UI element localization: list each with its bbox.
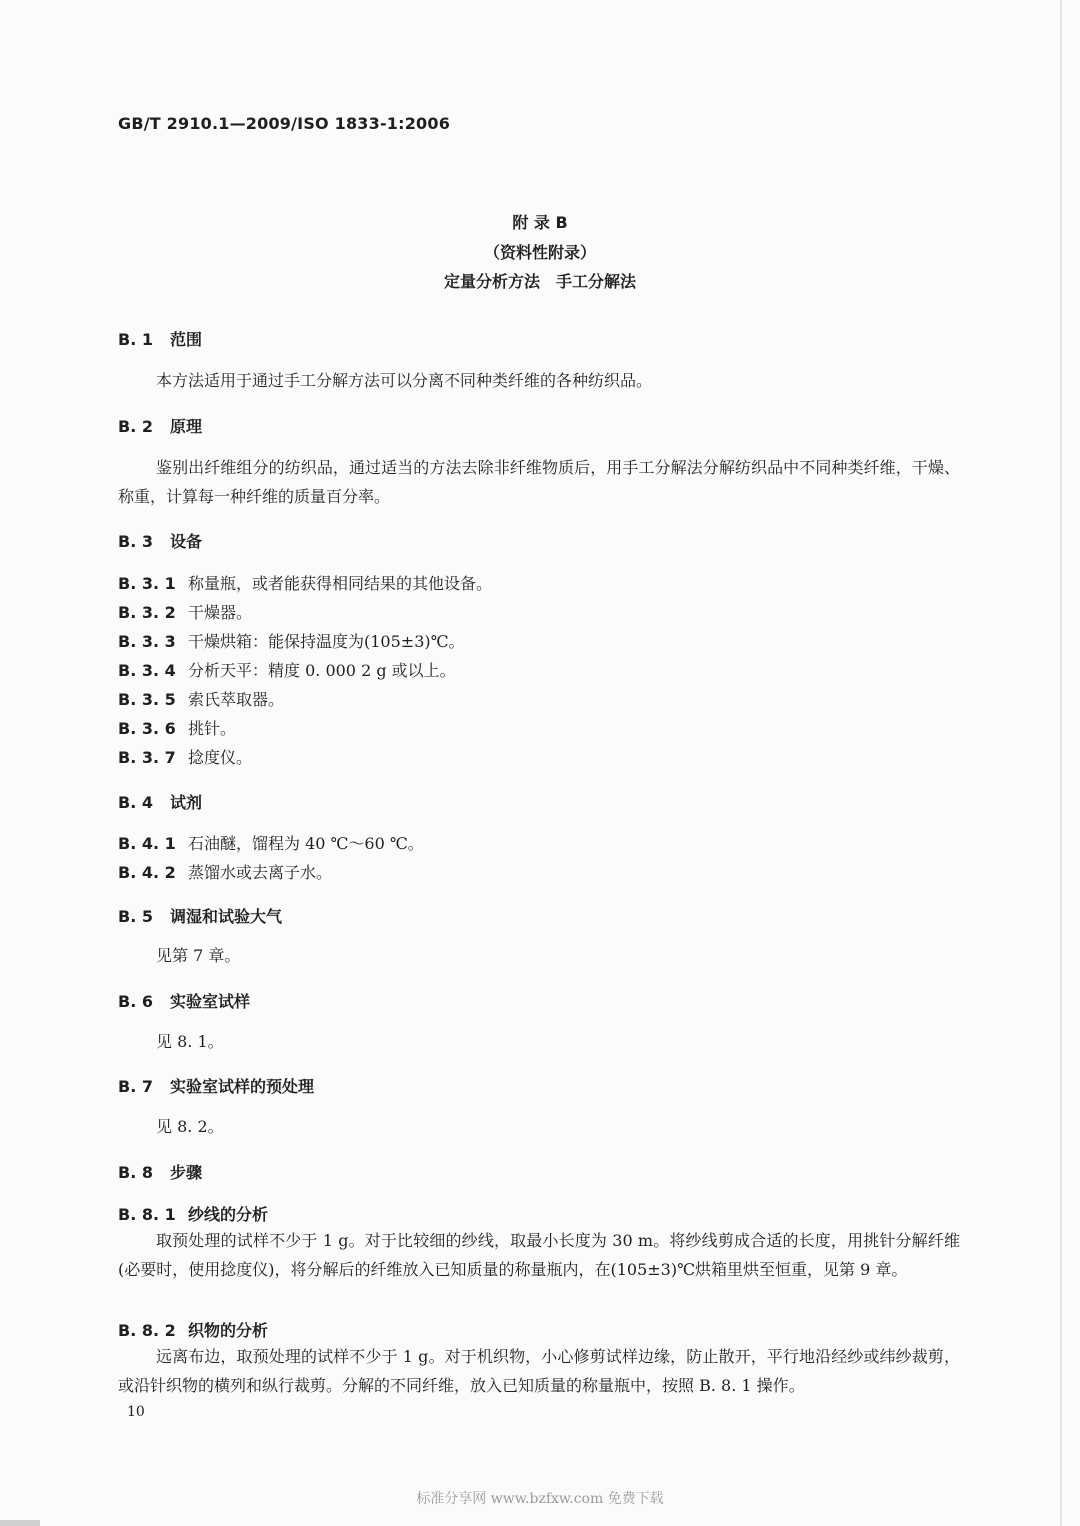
section-title: 原理 bbox=[170, 417, 203, 436]
section-heading-b3 bbox=[118, 529, 202, 552]
list-item: B. 3. 5 索氏萃取器。 bbox=[118, 690, 285, 709]
paragraph-b81: 取预处理的试样不少于 1 g。对于比较细的纱线，取最小长度为 30 m。将纱线剪成合适的长度，用挑针分解纤维(必要时，使用捻度仪)，将分解后的纤维放入已知质量的称量瓶内，在(105±3)℃烘箱里烘至恒重，见第 9 章。 bbox=[118, 1231, 960, 1279]
section-number: B. 8 bbox=[118, 1163, 153, 1182]
section-title: 设备 bbox=[170, 532, 203, 551]
section-number: B. 2 bbox=[118, 417, 153, 436]
page-number: 10 bbox=[127, 1404, 145, 1420]
paragraph-b82: 远离布边，取预处理的试样不少于 1 g。对于机织物，小心修剪试样边缘，防止散开，平行地沿经纱或纬纱裁剪，或沿针织物的横列和纵行裁剪。分解的不同纤维，放入已知质量的称量瓶中，按照 B. 8. 1 操作。 bbox=[118, 1347, 960, 1395]
standard-number: GB/T 2910.1—2009/ISO 1833-1:2006 bbox=[118, 114, 451, 133]
annex-name: 定量分析方法 手工分解法 bbox=[443, 272, 636, 291]
list-item: B. 3. 7 捻度仪。 bbox=[118, 748, 253, 767]
list-item: B. 3. 1 称量瓶，或者能获得相同结果的其他设备。 bbox=[118, 574, 493, 593]
paragraph-b6: 见 8. 1。 bbox=[156, 1032, 224, 1051]
annex-title: 附 录 B bbox=[512, 213, 568, 232]
section-heading-b2 bbox=[118, 414, 202, 437]
section-heading-b8 bbox=[118, 1160, 202, 1183]
annex-subtitle: （资料性附录） bbox=[483, 243, 596, 262]
section-number: B. 7 bbox=[118, 1077, 153, 1096]
subsection-heading-b81 bbox=[118, 1202, 268, 1225]
section-title: 实验室试样 bbox=[170, 992, 251, 1011]
section-number: B. 3 bbox=[118, 532, 153, 551]
section-heading-b7 bbox=[118, 1074, 314, 1097]
list-item: B. 3. 2 干燥器。 bbox=[118, 603, 253, 622]
section-number: B. 5 bbox=[118, 907, 153, 926]
section-title: 范围 bbox=[170, 330, 203, 349]
subsection-title: 织物的分析 bbox=[188, 1321, 269, 1340]
list-item: B. 4. 1 石油醚，馏程为 40 ℃～60 ℃。 bbox=[118, 834, 424, 853]
list-item: B. 3. 4 分析天平：精度 0. 000 2 g 或以上。 bbox=[118, 661, 456, 680]
subsection-title: 纱线的分析 bbox=[188, 1205, 269, 1224]
subsection-heading-b82 bbox=[118, 1318, 268, 1341]
section-number: B. 4 bbox=[118, 793, 153, 812]
section-title: 步骤 bbox=[170, 1163, 203, 1182]
paragraph-b5: 见第 7 章。 bbox=[156, 946, 241, 965]
section-title: 实验室试样的预处理 bbox=[170, 1077, 315, 1096]
section-number: B. 6 bbox=[118, 992, 153, 1011]
scan-corner bbox=[0, 1520, 40, 1526]
paragraph-b2: 鉴别出纤维组分的纺织品，通过适当的方法去除非纤维物质后，用手工分解法分解纺织品中不同种类纤维，干燥、称重，计算每一种纤维的质量百分率。 bbox=[118, 458, 960, 506]
footer-watermark: 标准分享网 www.bzfxw.com 免费下载 bbox=[416, 1491, 664, 1507]
section-number: B. 1 bbox=[118, 330, 153, 349]
subsection-number: B. 8. 1 bbox=[118, 1205, 176, 1224]
section-heading-b1 bbox=[118, 327, 202, 350]
section-heading-b4 bbox=[118, 790, 202, 813]
list-item: B. 3. 6 挑针。 bbox=[118, 719, 237, 738]
list-item: B. 3. 3 干燥烘箱：能保持温度为(105±3)℃。 bbox=[118, 632, 465, 651]
section-title: 试剂 bbox=[170, 793, 203, 812]
list-item: B. 4. 2 蒸馏水或去离子水。 bbox=[118, 863, 333, 882]
section-heading-b6 bbox=[118, 989, 250, 1012]
paragraph-b1: 本方法适用于通过手工分解方法可以分离不同种类纤维的各种纺织品。 bbox=[156, 371, 653, 390]
section-heading-b5 bbox=[118, 904, 282, 927]
subsection-number: B. 8. 2 bbox=[118, 1321, 176, 1340]
paragraph-b7: 见 8. 2。 bbox=[156, 1117, 224, 1136]
section-title: 调湿和试验大气 bbox=[170, 907, 283, 926]
